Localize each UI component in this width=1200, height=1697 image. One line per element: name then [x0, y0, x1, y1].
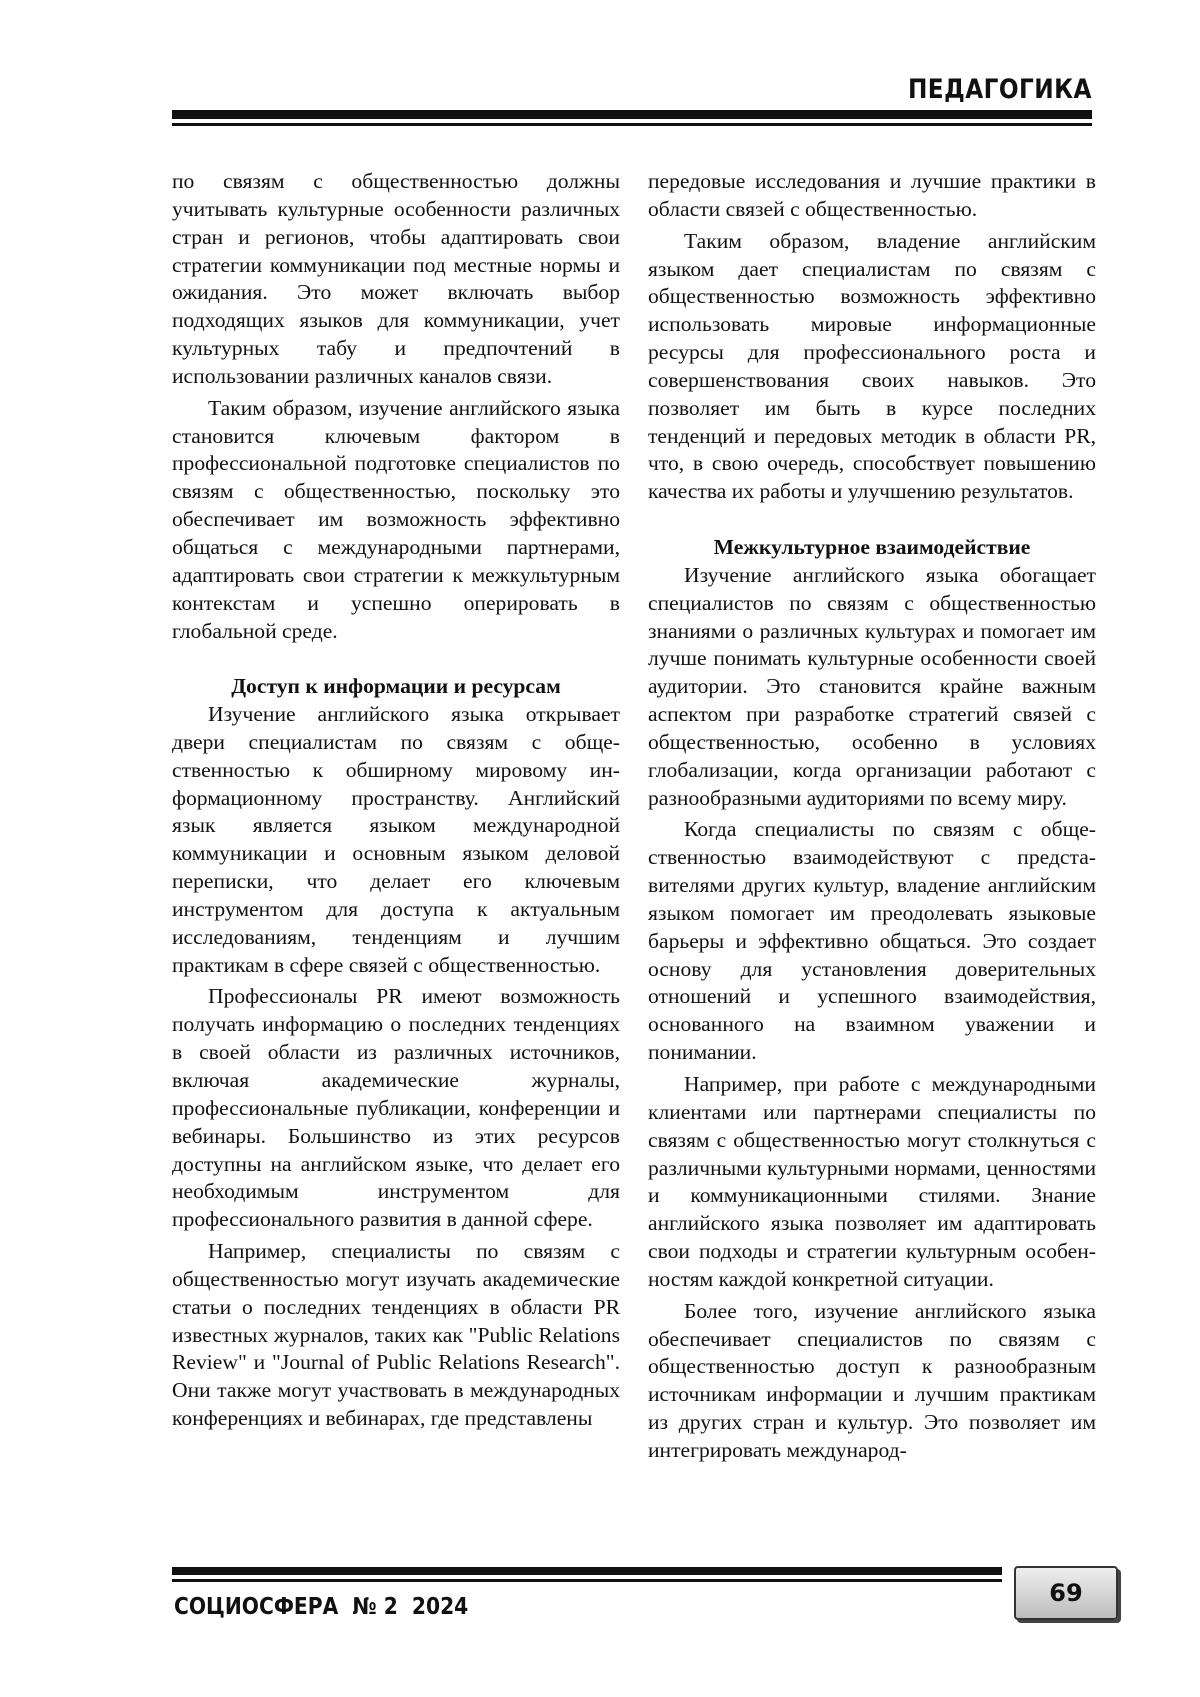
section-title: ПЕДАГОГИКА: [908, 74, 1092, 105]
page-number: 69: [1049, 1579, 1083, 1607]
paragraph: Таким образом, владение английским языком дает специалистам по связям с общественностью возможность эффективно использовать мировые информационные ресурсы для профессионального роста и совершенствования своих навыков. Это позволяет им быть в курсе последних тенденций и передовых методик в области PR, что, в свою очередь, способствует повышению качества их работы и улучшению результатов.: [648, 228, 1096, 504]
page-number-box: [1014, 1566, 1118, 1620]
paragraph: Когда специалисты по связям с общественностью взаимодействуют с представителями других культур, владение английским языком помогает им преодолевать языковые барьеры и эффективно общаться. Это создает основу для установления доверительных отношений и успешного взаимодействия, основанного на взаимном уважении и понимании.: [648, 817, 1096, 1065]
paragraph: Профессионалы PR имеют возможность получать информацию о последних тенденциях в своей области из различных источников, включая академические журналы, профессиональные публикации, конференции и вебинары. Большинство из этих ресурсов доступны на английском языке, что делает его необходимым инструментом для профессионального развития в данной сфере.: [172, 984, 620, 1232]
paragraph: Таким образом, изучение английского языка становится ключевым фактором в профессиональной подготовке специалистов по связям с общественностью, поскольку это обеспечивает им возможность эффективно общаться с международными партнерами, адаптировать свои стратегии к межкультурным контекстам и успешно оперировать в глобальной среде.: [172, 395, 620, 643]
paragraph: по связям с общественностью должны учитывать культурные особенности различных стран и регионов, чтобы адаптировать свои стратегии коммуникации под местные нормы и ожидания. Это может включать выбор подходящих языков для коммуникации, учет культурных табу и предпочтений в использовании различных каналов связи.: [172, 169, 620, 388]
right-column: [648, 168, 1096, 1465]
paragraph: Изучение английского языка обогащает специалистов по связям с общественностью знаниями о различных культурах и помогает им лучше понимать культурные особенности своей аудитории. Это становится крайне важным аспектом при разработке стратегий связей с общественностью, особенно в условиях глобализации, когда организации работают с разнообразными аудиториями по всему миру.: [648, 562, 1096, 810]
paragraph: Например, специалисты по связям с общественностью могут изучать академические статьи о последних тенденциях в области PR известных журналов, таких как "Public Relations Review" и "Journal of Public Relations Research". Они также могут участвовать в международных конференциях и вебинарах, где представлены: [172, 1239, 620, 1431]
paragraph: Изучение английского языка открывает двери специалистам по связям с общественностью к обширному мировому информационному пространству. Английский язык является языком международной коммуникации и основным языком деловой переписки, что делает его ключевым инструментом для доступа к актуальным исследованиям, тенденциям и лучшим практикам в сфере связей с общественностью.: [172, 702, 620, 977]
paragraph: передовые исследования и лучшие практики в области связей с общественностью.: [648, 169, 1096, 221]
left-column: [172, 168, 620, 1433]
paragraph: Например, при работе с международными клиентами или партнерами специалисты по связям с общественностью могут столкнуться с различными культурными нормами, ценностями и коммуникационными стилями. Знание английского языка позволяет им адаптировать свои подходы и стратегии культурным особенностям каждой конкретной ситуации.: [648, 1072, 1096, 1291]
footer-rule-thin: [172, 1579, 1002, 1582]
journal-name: СОЦИОСФЕРА № 2 2024: [174, 1594, 469, 1620]
section-heading: Доступ к информации и ресурсам: [231, 674, 561, 699]
paragraph: Более того, изучение английского языка обеспечивает специалистов по связям с общественностью доступ к разнообразным источникам информации и лучшим практикам из других стран и культур. Это позволяет им интегрировать международ-: [648, 1298, 1096, 1462]
footer-rule-thick: [172, 1567, 1002, 1575]
header-rule-thin: [172, 123, 1092, 126]
header-rule-thick: [172, 110, 1092, 119]
section-heading: Межкультурное взаимодействие: [713, 534, 1031, 559]
